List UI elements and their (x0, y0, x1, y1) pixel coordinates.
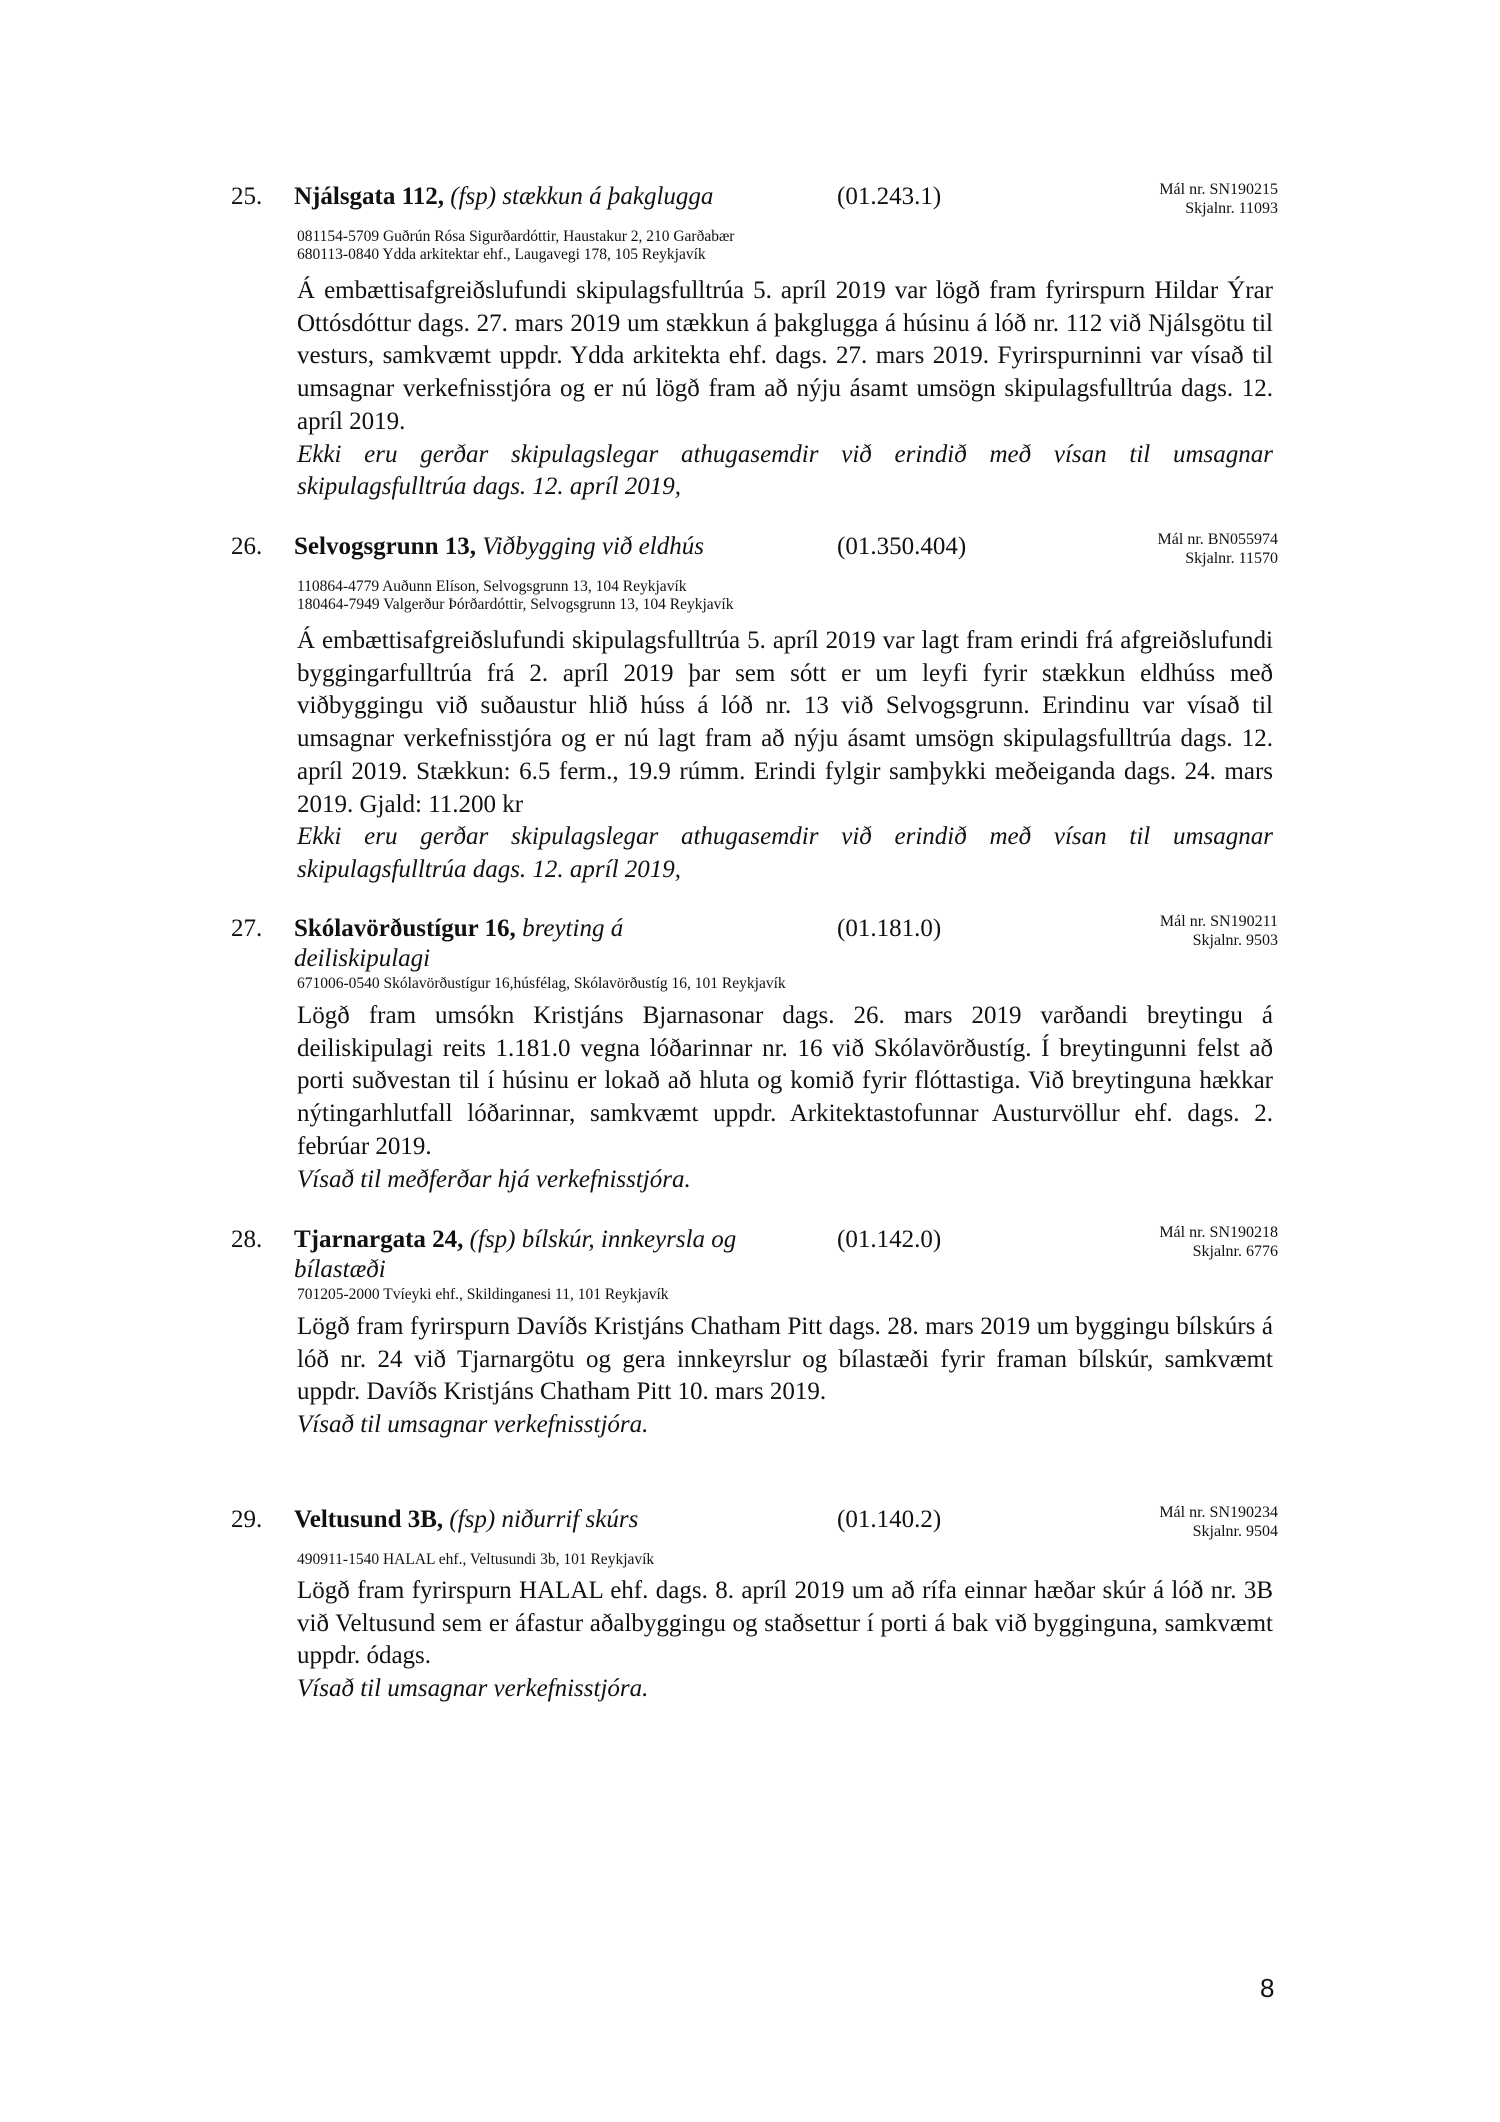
item-number: 25. (231, 183, 263, 210)
item-text: Á embættisafgreiðslufundi skipulagsfulltrúa 5. apríl 2019 var lagt fram erindi frá afgreiðslufundi byggingarfulltrúa frá 2. apríl 2019 þar sem sótt er um leyfi fyrir stækkun eldhúss með viðbyggingu við suðaustur hlið húss á lóð nr. 13 við Selvogsgrunn. Erindinu var vísað til umsagnar verkefnisstjóra og er nú lagt fram að nýju ásamt umsögn skipulagsfulltrúa dags. 12. apríl 2019. Stækkun: 6.5 ferm., 19.9 rúmm. Erindi fylgir samþykki meðeiganda dags. 24. mars 2019. Gjald: 11.200 kr (297, 627, 1273, 818)
item-text: Lögð fram fyrirspurn Davíðs Kristjáns Chatham Pitt dags. 28. mars 2019 um byggingu bílskúrs á lóð nr. 24 við Tjarnargötu og gera innkeyrslur og bílastæði fyrir framan bílskúr, samkvæmt uppdr. Davíðs Kristjáns Chatham Pitt 10. mars 2019. (297, 1313, 1273, 1406)
file-number: Skjalnr. 9504 (1192, 1523, 1278, 1540)
case-number: Mál nr. BN055974 (1157, 531, 1278, 548)
item-subject: breyting á deiliskipulagi (294, 915, 624, 972)
item-number: 29. (231, 1506, 263, 1533)
page-number: 8 (1260, 1973, 1275, 2003)
item-ref: (01.350.404) (837, 533, 967, 560)
owner-line: 701205-2000 Tvíeyki ehf., Skildinganesi 11, 101 Reykjavík (297, 1286, 669, 1303)
item-body (297, 1000, 1273, 1196)
item-address: Njálsgata 112, (294, 183, 444, 210)
item-number: 26. (231, 533, 263, 560)
item-address: Veltusund 3B, (294, 1506, 444, 1533)
item-conclusion: Vísað til umsagnar verkefnisstjóra. (297, 1675, 649, 1703)
item-address: Skólavörðustígur 16, (294, 915, 516, 942)
item-owners (297, 578, 734, 614)
owner-line: 680113-0840 Ydda arkitektar ehf., Laugavegi 178, 105 Reykjavík (297, 246, 706, 263)
case-number: Mál nr. SN190218 (1159, 1224, 1278, 1241)
item-meta (1158, 530, 1278, 568)
case-number: Mál nr. SN190215 (1159, 181, 1278, 198)
item-body (297, 275, 1273, 504)
item-number: 27. (231, 915, 263, 942)
item-subject: Viðbygging við eldhús (482, 533, 704, 560)
file-number: Skjalnr. 11570 (1185, 550, 1278, 567)
owner-line: 180464-7949 Valgerður Þórðardóttir, Selvogsgrunn 13, 104 Reykjavík (297, 596, 734, 613)
item-conclusion: Ekki eru gerðar skipulagslegar athugasemdir við erindið með vísan til umsagnar skipulagsfulltrúa dags. 12. apríl 2019, (297, 440, 1273, 501)
item-ref: (01.181.0) (837, 915, 942, 942)
item-meta (1159, 1503, 1278, 1541)
item-subject: (fsp) bílskúr, innkeyrsla og bílastæði (294, 1226, 737, 1283)
file-number: Skjalnr. 6776 (1192, 1243, 1278, 1260)
item-title (294, 532, 814, 562)
item-subject: (fsp) stækkun á þakglugga (450, 183, 714, 210)
item-meta (1160, 912, 1278, 950)
item-owners (297, 228, 734, 264)
item-title (294, 1505, 814, 1535)
item-number: 28. (231, 1226, 263, 1253)
item-body (297, 625, 1273, 887)
file-number: Skjalnr. 11093 (1185, 200, 1278, 217)
item-owners (297, 1286, 669, 1304)
item-title (294, 182, 814, 212)
item-conclusion: Vísað til umsagnar verkefnisstjóra. (297, 1411, 649, 1439)
item-conclusion: Vísað til meðferðar hjá verkefnisstjóra. (297, 1165, 691, 1193)
case-number: Mál nr. SN190234 (1159, 1504, 1278, 1521)
item-owners (297, 975, 786, 993)
item-body (297, 1311, 1273, 1442)
item-ref: (01.140.2) (837, 1506, 942, 1533)
item-address: Tjarnargata 24, (294, 1226, 464, 1253)
owner-line: 110864-4779 Auðunn Elíson, Selvogsgrunn 13, 104 Reykjavík (297, 578, 687, 595)
file-number: Skjalnr. 9503 (1192, 932, 1278, 949)
item-text: Lögð fram umsókn Kristjáns Bjarnasonar dags. 26. mars 2019 varðandi breytingu á deiliskipulagi reits 1.181.0 vegna lóðarinnar nr. 16 við Skólavörðustíg. Í breytingunni felst að porti suðvestan til í húsinu er lokað að hluta og komið fyrir flóttastiga. Við breytinguna hækkar nýtingarhlutfall lóðarinnar, samkvæmt uppdr. Arkitektastofunnar Austurvöllur ehf. dags. 2. febrúar 2019. (297, 1002, 1273, 1160)
owner-line: 490911-1540 HALAL ehf., Veltusundi 3b, 101 Reykjavík (297, 1551, 655, 1568)
item-meta (1159, 180, 1278, 218)
case-number: Mál nr. SN190211 (1159, 913, 1278, 930)
item-title (294, 1225, 814, 1285)
item-subject: (fsp) niðurrif skúrs (449, 1506, 639, 1533)
item-conclusion: Ekki eru gerðar skipulagslegar athugasemdir við erindið með vísan til umsagnar skipulagsfulltrúa dags. 12. apríl 2019, (297, 823, 1273, 883)
owner-line: 671006-0540 Skólavörðustígur 16,húsfélag, Skólavörðustíg 16, 101 Reykjavík (297, 975, 786, 992)
item-text: Á embættisafgreiðslufundi skipulagsfulltrúa 5. apríl 2019 var lögð fram fyrirspurn Hildar Ýrar Ottósdóttur dags. 27. mars 2019 um stækkun á þakglugga á húsinu á lóð nr. 112 við Njálsgötu til vesturs, samkvæmt uppdr. Ydda arkitekta ehf. dags. 27. mars 2019. Fyrirspurninni var vísað til umsagnar verkefnisstjóra og er nú lögð fram að nýju ásamt umsögn skipulagsfulltrúa dags. 12. apríl 2019. (297, 277, 1273, 435)
owner-line: 081154-5709 Guðrún Rósa Sigurðardóttir, Haustakur 2, 210 Garðabær (297, 228, 735, 245)
item-text: Lögð fram fyrirspurn HALAL ehf. dags. 8. apríl 2019 um að rífa einnar hæðar skúr á lóð nr. 3B við Veltusund sem er áfastur aðalbyggingu og staðsettur í porti á bak við bygginguna, samkvæmt uppdr. ódags. (297, 1577, 1273, 1670)
item-meta (1159, 1223, 1278, 1261)
item-address: Selvogsgrunn 13, (294, 533, 476, 560)
item-owners (297, 1551, 654, 1569)
item-ref: (01.142.0) (837, 1226, 942, 1253)
item-title (294, 914, 694, 974)
item-ref: (01.243.1) (837, 183, 942, 210)
item-body (297, 1575, 1273, 1706)
